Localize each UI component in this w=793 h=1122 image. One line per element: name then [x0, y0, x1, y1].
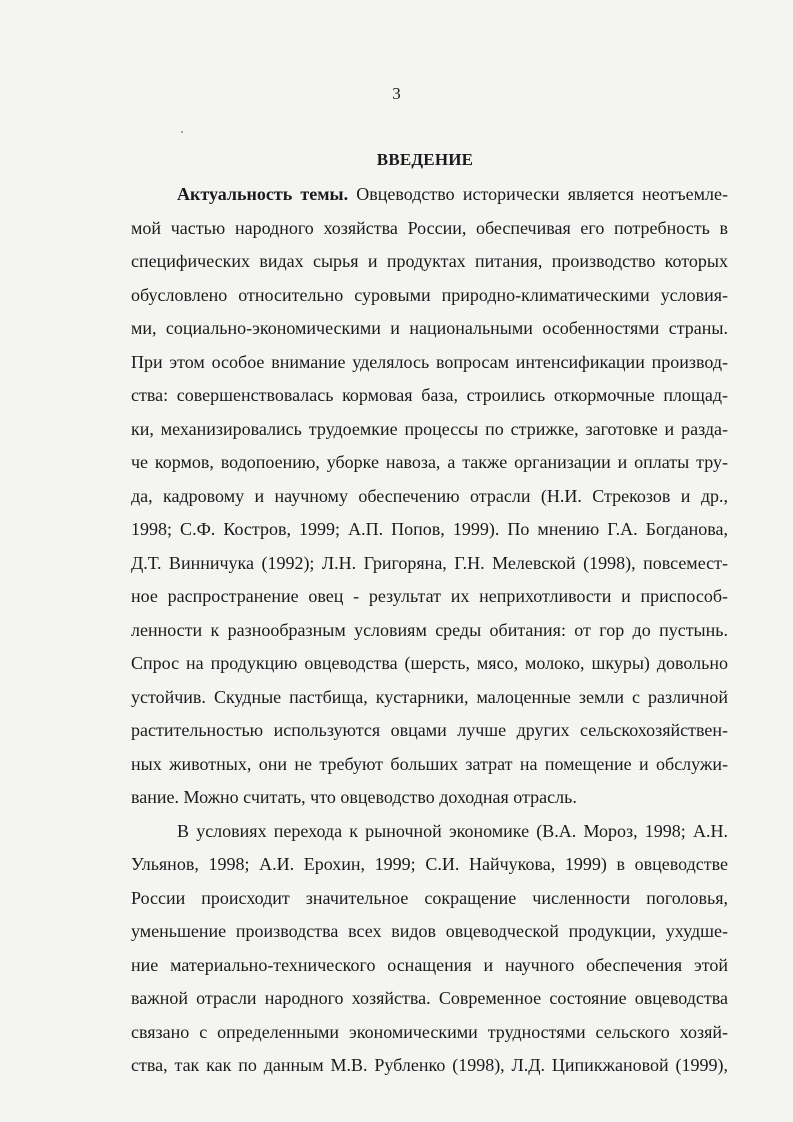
- scan-speck: [181, 131, 183, 133]
- body-text: [131, 178, 728, 1083]
- text-line: обусловлено относительно суровыми природно-климатическими условия-: [131, 284, 728, 305]
- text-line: При этом особое внимание уделялось вопросам интенсификации производ-: [131, 351, 728, 372]
- text-line: связано с определенными экономическими трудностями сельского хозяй-: [131, 1021, 728, 1042]
- text-line: Спрос на продукцию овцеводства (шерсть, мясо, молоко, шкуры) довольно: [131, 653, 728, 673]
- section-heading: ВВЕДЕНИЕ: [376, 150, 474, 169]
- text-line: да, кадровому и научному обеспечению отрасли (Н.И. Стрекозов и др.,: [131, 485, 728, 506]
- text-line: вание. Можно считать, что овцеводство доходная отрасль.: [131, 787, 577, 807]
- text-line: ства, так как по данным М.В. Рубленко (1998), Л.Д. Ципикжановой (1999),: [131, 1055, 728, 1075]
- text-line: уменьшение производства всех видов овцеводческой продукции, ухудше-: [131, 921, 728, 941]
- page-number: 3: [392, 84, 401, 103]
- text-line: ние материально-технического оснащения и научного обеспечения этой: [131, 954, 728, 975]
- lead-phrase: Актуальность темы.: [177, 184, 349, 204]
- text-line: Ульянов, 1998; А.И. Ерохин, 1999; С.И. Найчукова, 1999) в овцеводстве: [131, 854, 728, 874]
- text-line: мой частью народного хозяйства России, обеспечивая его потребность в: [131, 217, 728, 238]
- text-line: растительностью используются овцами лучше других сельскохозяйствен-: [131, 720, 728, 740]
- text-line: устойчив. Скудные пастбища, кустарники, малоценные земли с различной: [131, 686, 728, 707]
- paragraph-market-transition: [131, 815, 728, 1083]
- paragraph-relevance: [131, 178, 728, 815]
- text-line: России происходит значительное сокращение численности поголовья,: [131, 887, 728, 908]
- text-line: Актуальность темы. Овцеводство исторически является неотъемле-: [177, 184, 728, 204]
- text-line: ное распространение овец - результат их неприхотливости и приспособ-: [131, 586, 728, 606]
- text-line: ства: совершенствовалась кормовая база, строились откормочные площад-: [131, 385, 728, 405]
- text-line: ных животных, они не требуют больших затрат на помещение и обслужи-: [131, 753, 728, 774]
- text-line: че кормов, водопоению, уборке навоза, а также организации и оплаты тру-: [131, 452, 728, 472]
- text-line: 1998; С.Ф. Костров, 1999; А.П. Попов, 1999). По мнению Г.А. Богданова,: [131, 519, 728, 539]
- text-line: специфических видах сырья и продуктах питания, производство которых: [131, 251, 728, 271]
- text-line: ленности к разнообразным условиям среды обитания: от гор до пустынь.: [131, 619, 728, 640]
- text-line: важной отрасли народного хозяйства. Современное состояние овцеводства: [131, 988, 728, 1008]
- text-line: ми, социально-экономическими и национальными особенностями страны.: [131, 318, 728, 338]
- text-line: Д.Т. Винничука (1992); Л.Н. Григоряна, Г.Н. Мелевской (1998), повсемест-: [131, 552, 728, 573]
- text-line: В условиях перехода к рыночной экономике (В.А. Мороз, 1998; А.Н.: [177, 820, 728, 841]
- text-line: ки, механизировались трудоемкие процессы по стрижке, заготовке и разда-: [131, 418, 728, 439]
